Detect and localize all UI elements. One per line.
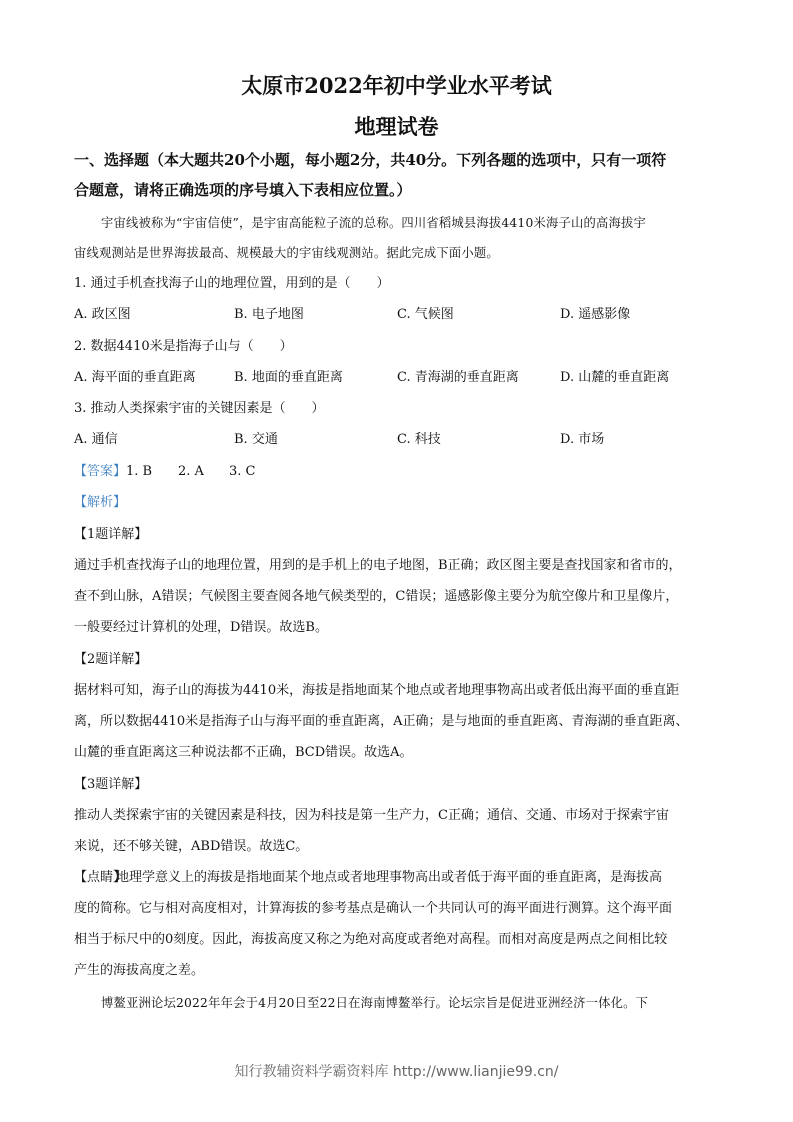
option-a: A. 通信 xyxy=(74,432,118,447)
question-3-options xyxy=(74,430,724,450)
answer-item-2: 2. A xyxy=(178,464,204,479)
question-1-stem: 1. 通过手机查找海子山的地理位置，用到的是（ ） xyxy=(74,276,390,291)
option-c: C. 科技 xyxy=(397,432,441,447)
option-a: A. 海平面的垂直距离 xyxy=(74,370,196,385)
question-2-options xyxy=(74,368,724,388)
option-b: B. 交通 xyxy=(234,432,278,447)
detail-1-heading: 【1题详解】 xyxy=(74,527,148,542)
detail-2-line-2: 离，所以数据4410米是指海子山与海平面的垂直距离，A正确；是与地面的垂直距离、青海湖的垂直距离、 xyxy=(74,714,689,729)
question-3-stem: 3. 推动人类探索宇宙的关键因素是（ ） xyxy=(74,401,325,416)
option-d: D. 遥感影像 xyxy=(560,307,631,322)
detail-2-line-3: 山麓的垂直距离这三种说法都不正确，BCD错误。故选A。 xyxy=(74,745,413,760)
option-b: B. 地面的垂直距离 xyxy=(234,370,343,385)
answer-line xyxy=(74,462,724,482)
option-b: B. 电子地图 xyxy=(234,307,304,322)
question-2-stem: 2. 数据4410米是指海子山与（ ） xyxy=(74,339,293,354)
option-c: C. 青海湖的垂直距离 xyxy=(397,370,519,385)
question-1-options xyxy=(74,305,724,325)
tip-line-3: 相当于标尺中的0刻度。因此，海拔高度又称之为绝对高度或者绝对高程。而相对高度是两点之间相比较 xyxy=(74,932,668,947)
option-d: D. 市场 xyxy=(560,432,605,447)
detail-2-heading: 【2题详解】 xyxy=(74,652,148,667)
option-d: D. 山麓的垂直距离 xyxy=(560,370,670,385)
exam-subtitle: 地理试卷 xyxy=(354,114,439,139)
material-1-line-2: 宙线观测站是世界海拔最高、规模最大的宇宙线观测站。据此完成下面小题。 xyxy=(74,246,499,260)
answer-item-3: 3. C xyxy=(229,464,256,479)
section-heading-line-2: 合题意，请将正确选项的序号填入下表相应位置。） xyxy=(74,181,412,199)
detail-3-heading: 【3题详解】 xyxy=(74,777,148,792)
material-2-line-1: 博鳌亚洲论坛2022年年会于4月20日至22日在海南博鳌举行。论坛宗旨是促进亚洲经济一体化。下 xyxy=(101,996,649,1010)
section-heading-line-1: 一、选择题（本大题共20个小题，每小题2分，共40分。下列各题的选项中，只有一项符 xyxy=(74,151,667,169)
detail-1-line-3: 一般要经过计算机的处理，D错误。故选B。 xyxy=(74,620,328,635)
option-c: C. 气候图 xyxy=(397,307,454,322)
tip-line-2: 度的简称。它与相对高度相对，计算海拔的参考基点是确认一个共同认可的海平面进行测算。这个海平面 xyxy=(74,901,673,916)
detail-1-line-2: 查不到山脉，A错误；气候图主要查阅各地气候类型的，C错误；遥感影像主要分为航空像片和卫星像片， xyxy=(74,589,679,604)
detail-1-line-1: 通过手机查找海子山的地理位置，用到的是手机上的电子地图，B正确；政区图主要是查找国家和省市的， xyxy=(74,558,682,573)
material-1-line-1: 宇宙线被称为“宇宙信使”，是宇宙高能粒子流的总称。四川省稻城县海拔4410米海子山的高海拔宇 xyxy=(101,216,646,230)
detail-3-line-1: 推动人类探索宇宙的关键因素是科技，因为科技是第一生产力，C正确；通信、交通、市场对于探索宇宙 xyxy=(74,808,669,823)
analysis-label: 【解析】 xyxy=(74,495,127,510)
exam-title: 太原市2022年初中学业水平考试 xyxy=(241,73,552,98)
option-a: A. 政区图 xyxy=(74,307,131,322)
tip-line-1 xyxy=(74,868,724,888)
answer-label: 【答案】 xyxy=(74,464,127,479)
tip-text-1: 地理学意义上的海拔是指地面某个地点或者地理事物高出或者低于海平面的垂直距离，是海拔高 xyxy=(116,870,663,885)
tip-line-4: 产生的海拔高度之差。 xyxy=(74,963,205,978)
footer-watermark: 知行教辅资料学霸资料库 http://www.lianjie99.cn/ xyxy=(234,1064,559,1080)
detail-3-line-2: 来说，还不够关键，ABD错误。故选C。 xyxy=(74,839,309,854)
answer-item-1: 1. B xyxy=(126,464,153,479)
tip-label: 【点睛】 xyxy=(74,870,127,885)
detail-2-line-1: 据材料可知，海子山的海拔为4410米，海拔是指地面某个地点或者地理事物高出或者低出海平面的垂直距 xyxy=(74,683,680,698)
